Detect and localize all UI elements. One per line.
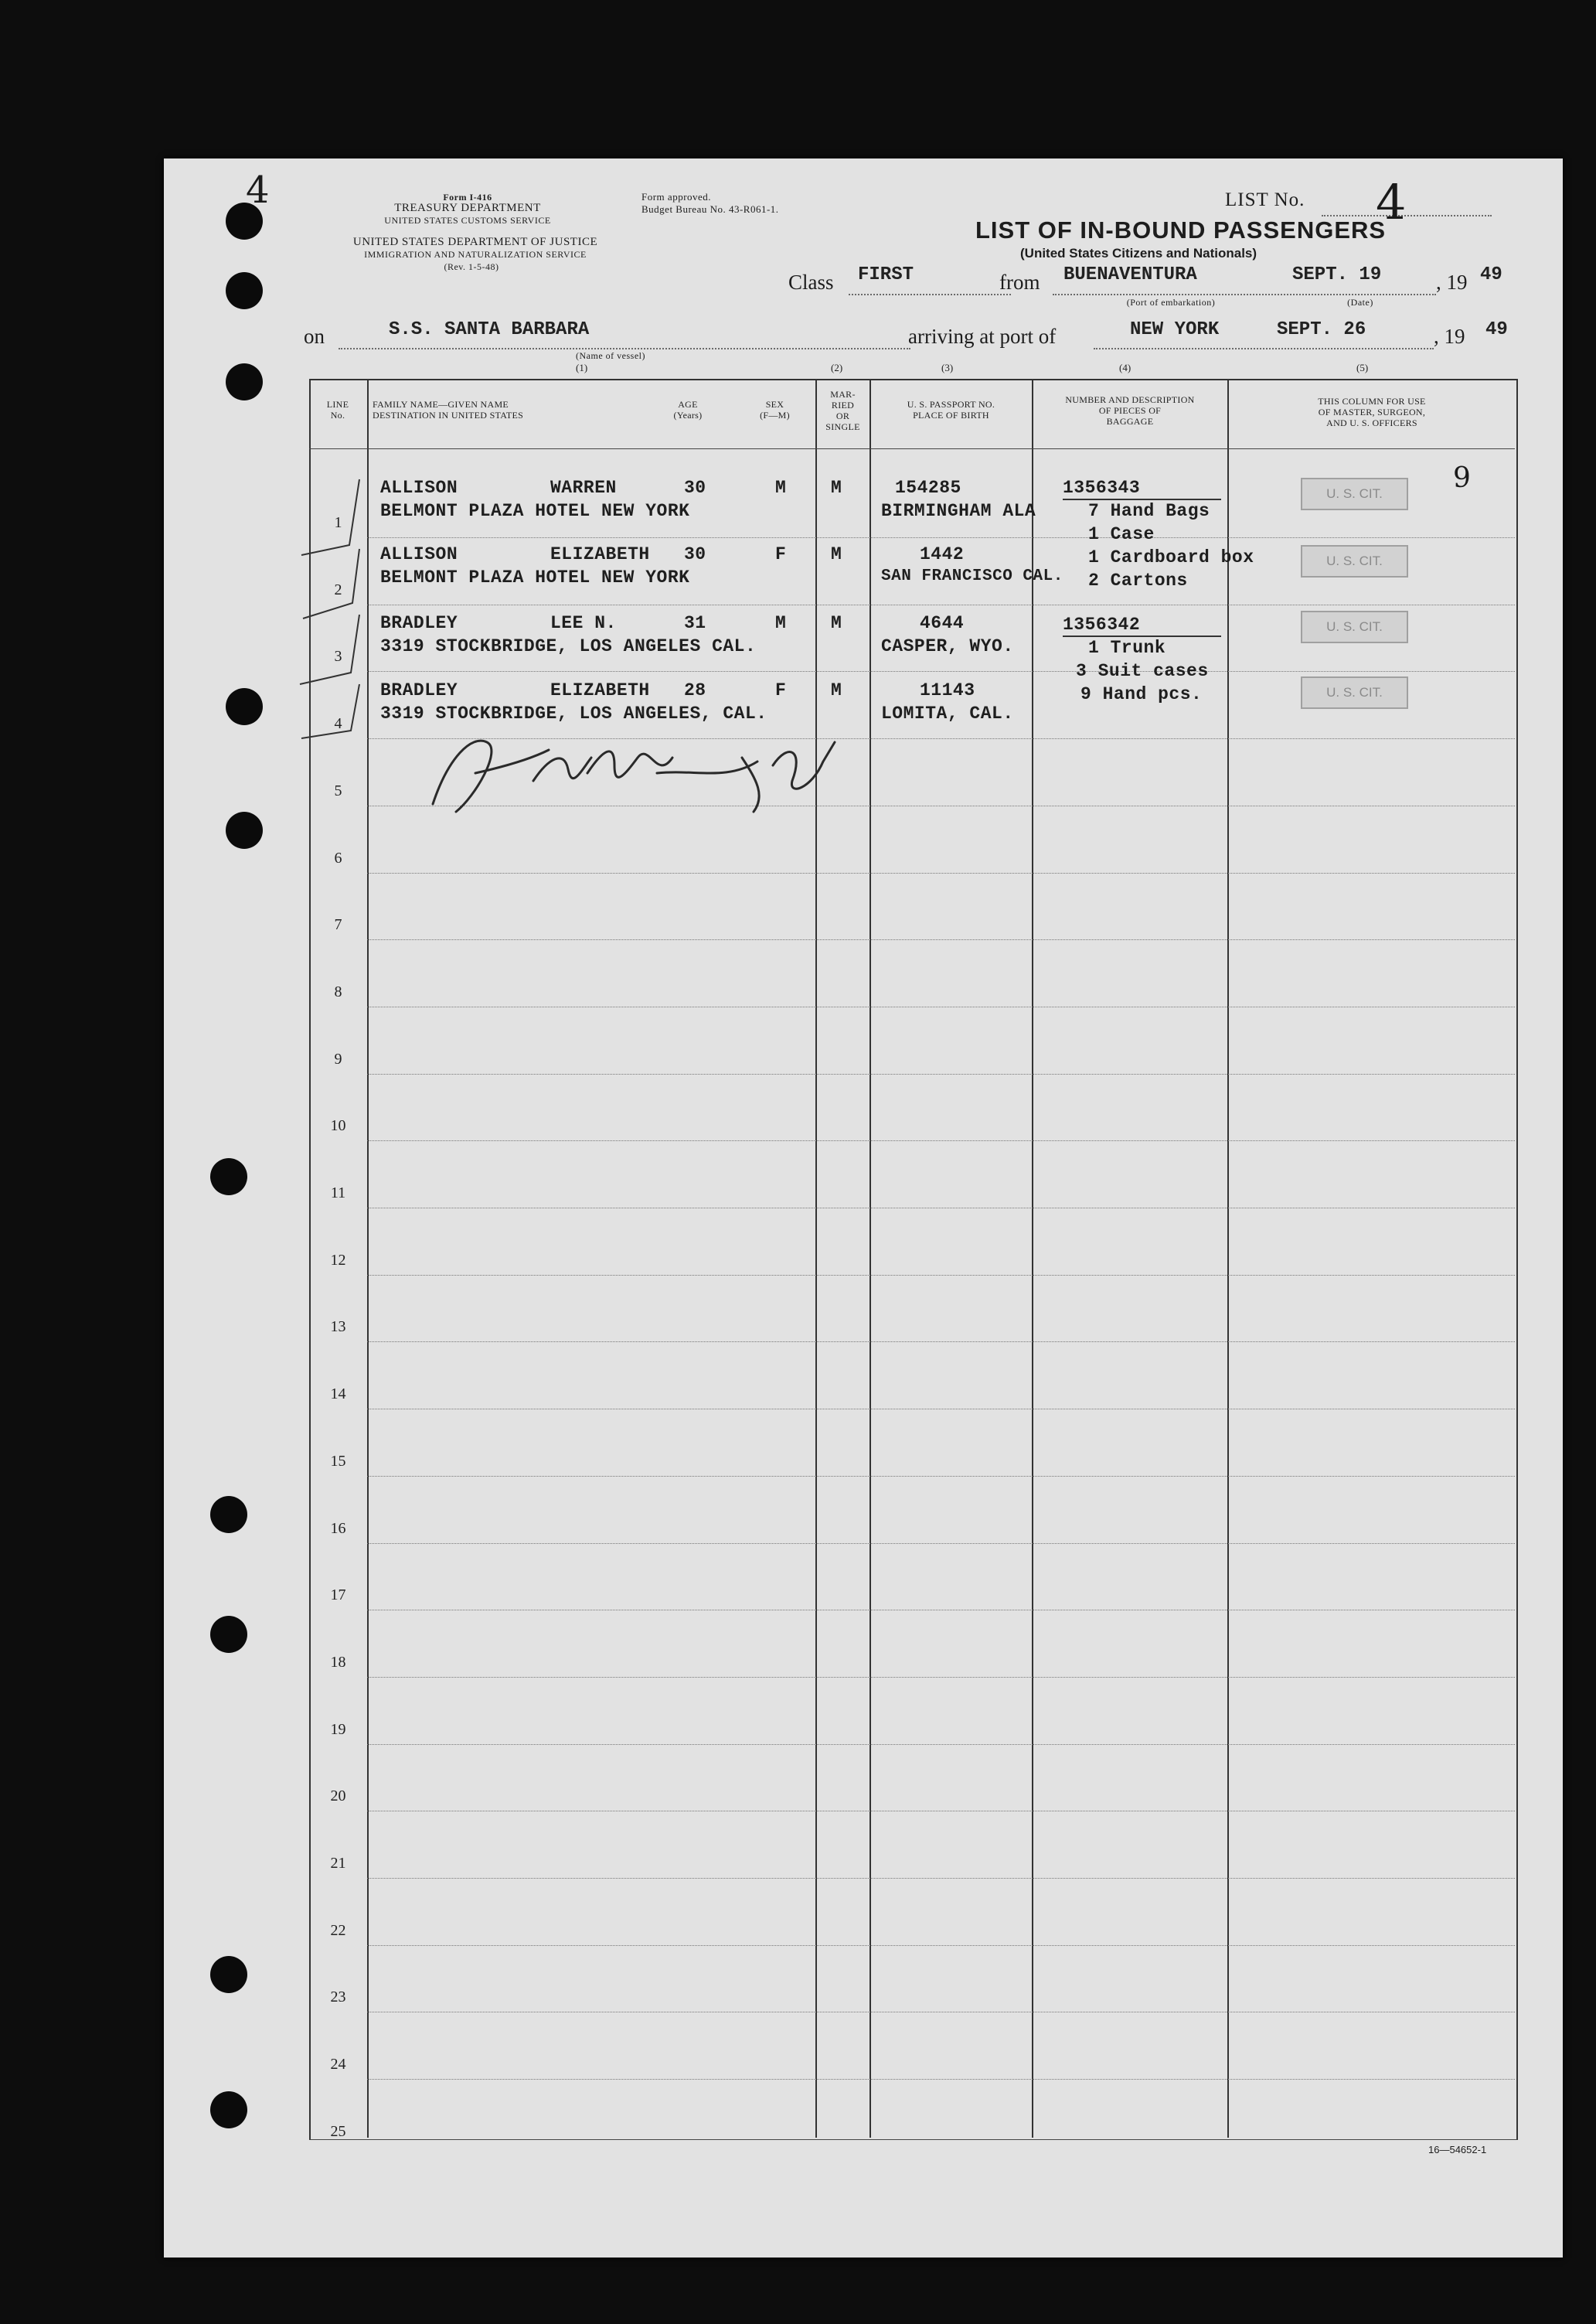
bleed-through	[897, 1604, 900, 1620]
entry-3-destination: 3319 STOCKBRIDGE, LOS ANGELES CAL.	[380, 636, 757, 656]
row-number: 15	[330, 1453, 346, 1470]
form-approved: Form approved.	[641, 191, 712, 203]
row-number: 10	[330, 1117, 346, 1134]
entry-4-married: M	[831, 680, 842, 700]
entry-2-family: ALLISON	[380, 544, 458, 564]
punch-hole	[210, 2091, 247, 2128]
entry-4-passport: 11143	[920, 680, 975, 700]
row-number: 6	[334, 850, 342, 867]
baggage-line: 3 Suit cases	[1076, 661, 1209, 681]
list-no-value: 4	[1376, 174, 1407, 230]
row-number: 24	[330, 2056, 346, 2073]
row-rule	[367, 671, 1515, 672]
row-rule	[367, 1677, 1515, 1678]
corner-mark: 4	[246, 169, 270, 212]
revision: (Rev. 1-5-48)	[444, 261, 499, 272]
punch-hole	[210, 1956, 247, 1993]
punch-hole	[210, 1158, 247, 1195]
row-number: 21	[330, 1855, 346, 1872]
officer-total: 9	[1453, 462, 1471, 494]
row-rule	[367, 1341, 1515, 1342]
row-number: 3	[334, 648, 342, 665]
entry-1-given: WARREN	[550, 478, 617, 498]
punch-hole	[210, 1616, 247, 1653]
baggage-underline	[1063, 499, 1221, 500]
entry-1-family: ALLISON	[380, 478, 458, 498]
entry-4-family: BRADLEY	[380, 680, 458, 700]
column-divider	[869, 379, 871, 2138]
row-number: 4	[334, 715, 342, 732]
treasury-department: TREASURY DEPARTMENT	[394, 202, 541, 214]
row-rule	[367, 1476, 1515, 1477]
form-title: LIST OF IN-BOUND PASSENGERS	[975, 216, 1387, 244]
arrival-port: NEW YORK	[1130, 319, 1220, 340]
citizen-stamp: U. S. CIT.	[1301, 545, 1408, 578]
row-number: 22	[330, 1922, 346, 1939]
row-rule	[367, 939, 1515, 940]
tick-mark	[301, 684, 359, 738]
entry-1-destination: BELMONT PLAZA HOTEL NEW YORK	[380, 501, 690, 521]
row-number: 25	[330, 2123, 346, 2140]
vessel-caption: (Name of vessel)	[576, 350, 645, 361]
header-rule	[309, 448, 1515, 449]
row-number: 16	[330, 1520, 346, 1537]
row-number: 14	[330, 1385, 346, 1402]
footer-code: 16—54652-1	[1428, 2144, 1487, 2155]
vessel-line	[339, 348, 910, 349]
column-header-passport: U. S. PASSPORT NO. PLACE OF BIRTH	[907, 399, 995, 421]
entry-4-age: 28	[684, 680, 706, 700]
row-number: 11	[330, 1184, 346, 1201]
entry-1-married: M	[831, 478, 842, 498]
entry-1-passport: 154285	[895, 478, 961, 498]
punch-hole	[210, 1496, 247, 1533]
citizen-stamp: U. S. CIT.	[1301, 611, 1408, 643]
entry-3-sex: M	[775, 613, 787, 633]
entry-1-age: 30	[684, 478, 706, 498]
punch-hole	[226, 688, 263, 725]
tick-mark	[303, 549, 359, 618]
row-rule	[367, 1744, 1515, 1745]
row-rule	[367, 2079, 1515, 2080]
row-rule	[367, 1945, 1515, 1946]
row-number: 23	[330, 1988, 346, 2005]
row-number: 2	[334, 581, 342, 598]
from-label: from	[999, 271, 1040, 294]
department-of-justice: UNITED STATES DEPARTMENT OF JUSTICE	[352, 236, 598, 248]
entry-4-given: ELIZABETH	[550, 680, 650, 700]
entry-4-destination: 3319 STOCKBRIDGE, LOS ANGELES, CAL.	[380, 704, 767, 724]
baggage-line: 1 Cardboard box	[1088, 547, 1254, 567]
budget-bureau: Budget Bureau No. 43-R061-1.	[641, 203, 779, 215]
column-header-officers: THIS COLUMN FOR USE OF MASTER, SURGEON, AND U. S. OFFICERS	[1318, 396, 1426, 428]
row-rule	[367, 1878, 1515, 1879]
punch-hole	[226, 272, 263, 309]
row-rule	[367, 873, 1515, 874]
arrival-line	[1094, 348, 1434, 349]
row-rule	[367, 1074, 1515, 1075]
tick-marks	[294, 464, 386, 742]
column-number-1: (1)	[576, 362, 588, 373]
punch-hole	[226, 363, 263, 400]
baggage-ticket-2: 1356342	[1063, 615, 1141, 635]
entry-2-sex: F	[775, 544, 787, 564]
column-divider	[1227, 379, 1229, 2138]
arrival-year: 49	[1485, 319, 1508, 340]
entry-2-passport: 1442	[920, 544, 965, 564]
baggage-line: 1 Trunk	[1088, 638, 1166, 658]
baggage-line: 9 Hand pcs.	[1080, 684, 1203, 704]
column-number-3: (3)	[941, 362, 954, 373]
tick-mark	[300, 615, 359, 684]
form-subtitle: (United States Citizens and Nationals)	[1020, 246, 1257, 261]
class-label: Class	[788, 271, 834, 294]
entry-2-destination: BELMONT PLAZA HOTEL NEW YORK	[380, 567, 690, 588]
entry-3-married: M	[831, 613, 842, 633]
row-rule	[367, 1543, 1515, 1544]
year-prefix-1: , 19	[1436, 271, 1468, 294]
row-rule	[367, 1140, 1515, 1141]
form-number: Form I-416	[443, 192, 492, 203]
officer-signature	[402, 727, 881, 827]
column-number-2: (2)	[831, 362, 843, 373]
row-number: 5	[334, 782, 342, 799]
year-prefix-2: , 19	[1434, 325, 1465, 348]
entry-4-sex: F	[775, 680, 787, 700]
citizen-stamp: U. S. CIT.	[1301, 676, 1408, 709]
port-caption: (Port of embarkation)	[1126, 297, 1216, 308]
embarkation-year: 49	[1480, 264, 1502, 285]
embarkation-date: SEPT. 19	[1292, 264, 1382, 285]
baggage-line: 7 Hand Bags	[1088, 501, 1210, 521]
row-number: 13	[330, 1318, 346, 1335]
entry-2-age: 30	[684, 544, 706, 564]
column-header-baggage: NUMBER AND DESCRIPTION OF PIECES OF BAGGAGE	[1065, 394, 1195, 427]
column-divider	[1032, 379, 1033, 2138]
entry-3-age: 31	[684, 613, 706, 633]
column-header-sex: SEX (F—M)	[760, 399, 790, 421]
column-divider	[815, 379, 817, 2138]
row-number: 18	[330, 1654, 346, 1671]
entry-3-family: BRADLEY	[380, 613, 458, 633]
list-no-label: LIST No.	[1225, 189, 1305, 210]
row-number: 9	[334, 1051, 342, 1068]
from-line	[1053, 294, 1436, 295]
baggage-underline	[1063, 636, 1221, 637]
entry-4-birthplace: LOMITA, CAL.	[881, 704, 1014, 724]
entry-1-sex: M	[775, 478, 787, 498]
row-number: 7	[334, 916, 342, 933]
date-caption: (Date)	[1347, 297, 1373, 308]
baggage-ticket-1: 1356343	[1063, 478, 1141, 498]
entry-3-given: LEE N.	[550, 613, 617, 633]
row-number: 8	[334, 983, 342, 1000]
column-number-5: (5)	[1356, 362, 1369, 373]
entry-3-passport: 4644	[920, 613, 965, 633]
entry-1-birthplace: BIRMINGHAM ALA	[881, 501, 1036, 521]
arrival-date: SEPT. 26	[1277, 319, 1366, 340]
row-number: 1	[334, 514, 342, 531]
entry-2-birthplace: SAN FRANCISCO CAL.	[881, 567, 1063, 585]
row-number: 19	[330, 1721, 346, 1738]
column-header-age: AGE (Years)	[673, 399, 703, 421]
column-number-4: (4)	[1119, 362, 1131, 373]
arriving-label: arriving at port of	[908, 325, 1057, 348]
column-header-married: MAR- RIED OR SINGLE	[825, 389, 860, 432]
row-rule	[367, 537, 1515, 538]
immigration-service: IMMIGRATION AND NATURALIZATION SERVICE	[364, 249, 587, 260]
row-number: 12	[330, 1252, 346, 1269]
entry-2-married: M	[831, 544, 842, 564]
row-rule	[367, 1275, 1515, 1276]
baggage-line: 2 Cartons	[1088, 571, 1188, 591]
column-header-name: FAMILY NAME—GIVEN NAME DESTINATION IN UNITED STATES	[373, 399, 524, 421]
class-line	[849, 294, 1011, 295]
on-label: on	[304, 325, 325, 348]
column-header-line: LINE No.	[326, 399, 349, 421]
embarkation-port: BUENAVENTURA	[1063, 264, 1197, 285]
baggage-line: 1 Case	[1088, 524, 1155, 544]
row-number: 20	[330, 1787, 346, 1804]
row-number: 17	[330, 1586, 346, 1603]
entry-2-given: ELIZABETH	[550, 544, 650, 564]
customs-service: UNITED STATES CUSTOMS SERVICE	[384, 215, 551, 226]
punch-hole	[226, 812, 263, 849]
citizen-stamp: U. S. CIT.	[1301, 478, 1408, 510]
entry-3-birthplace: CASPER, WYO.	[881, 636, 1014, 656]
class-value: FIRST	[858, 264, 914, 285]
vessel-name: S.S. SANTA BARBARA	[389, 319, 590, 340]
tick-mark	[301, 479, 359, 555]
